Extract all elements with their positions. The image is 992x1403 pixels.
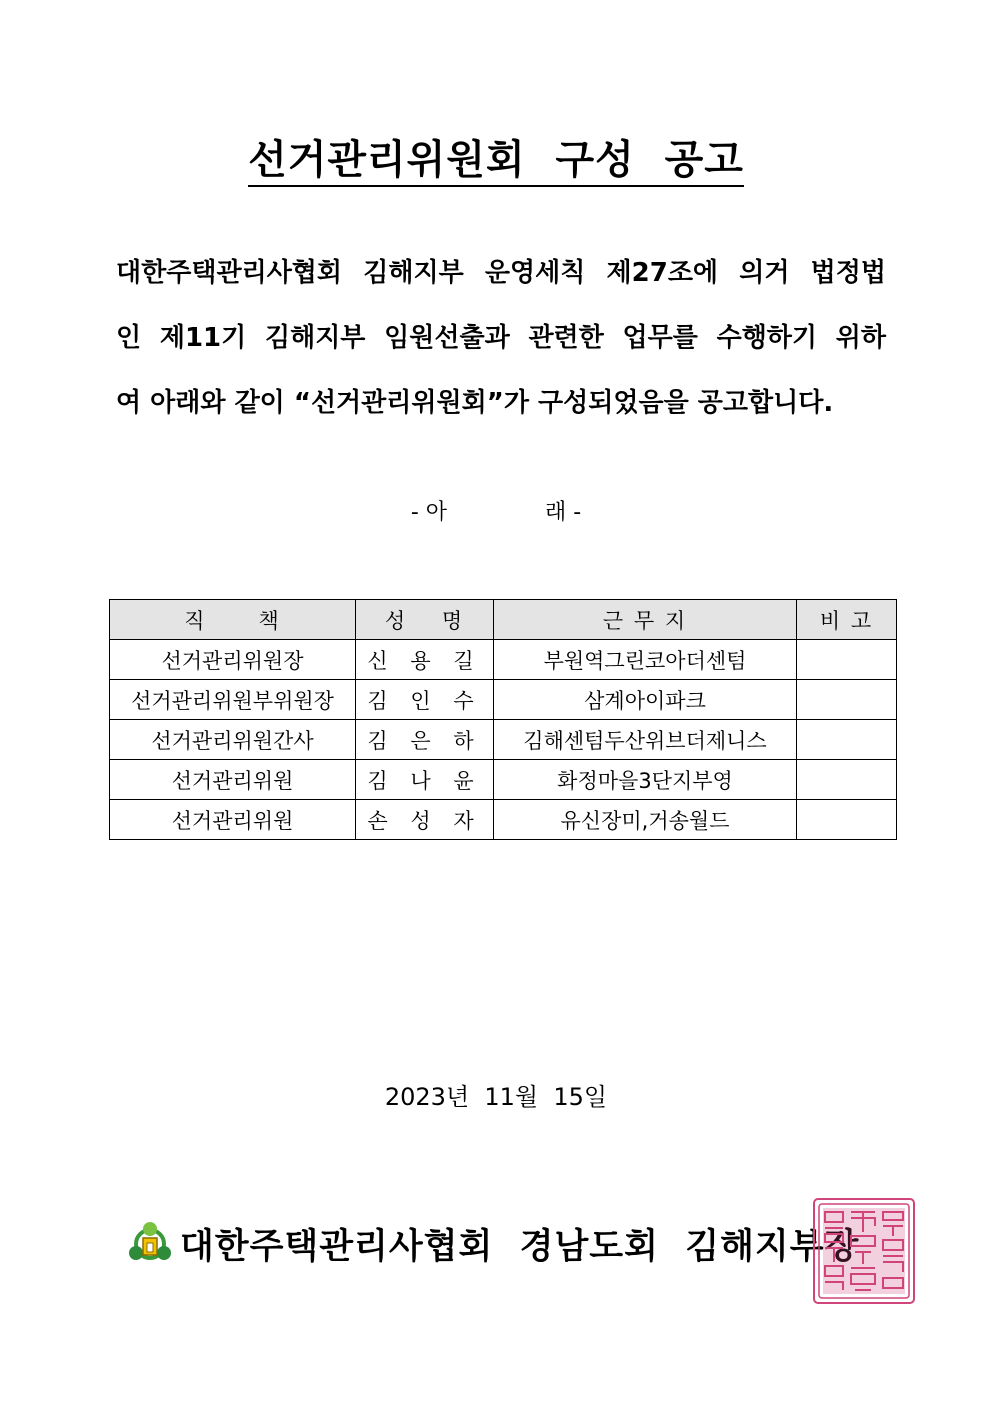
signature-block: [126, 1218, 859, 1270]
cell-position: 선거관리위원: [110, 760, 356, 800]
table-row: [110, 640, 897, 680]
cell-position: 선거관리위원장: [110, 640, 356, 680]
cell-workplace: 유신장미,거송월드: [494, 800, 797, 840]
header-position: 직 책: [110, 600, 356, 640]
table-header-row: [110, 600, 897, 640]
cell-name: 김 은 하: [356, 720, 494, 760]
body-line-1: 대한주택관리사협회 김해지부 운영세칙 제27조에 의거 법정법: [116, 258, 886, 288]
official-seal-icon: [811, 1196, 917, 1306]
association-logo-icon: [126, 1220, 174, 1268]
header-workplace: 근 무 지: [494, 600, 797, 640]
cell-name: 신 용 길: [356, 640, 494, 680]
notice-date: 2023년 11월 15일: [384, 1083, 608, 1111]
cell-note: [797, 680, 897, 720]
cell-position: 선거관리위원부위원장: [110, 680, 356, 720]
cell-workplace: 김해센텀두산위브더제니스: [494, 720, 797, 760]
document-title: [0, 128, 992, 185]
cell-note: [797, 640, 897, 680]
header-note: 비 고: [797, 600, 897, 640]
cell-position: 선거관리위원: [110, 800, 356, 840]
cell-name: 손 성 자: [356, 800, 494, 840]
table-row: [110, 720, 897, 760]
body-line-2: 인 제11기 김해지부 임원선출과 관련한 업무를 수행하기 위하: [116, 323, 886, 353]
header-name: 성 명: [356, 600, 494, 640]
section-marker: - 아 래 -: [410, 500, 582, 525]
organization-name: 대한주택관리사협회 경남도회 김해지부장: [180, 1227, 860, 1267]
document-title-text: 선거관리위원회 구성 공고: [248, 137, 744, 187]
cell-position: 선거관리위원간사: [110, 720, 356, 760]
cell-name: 김 나 윤: [356, 760, 494, 800]
table-row: [110, 800, 897, 840]
table-row: [110, 760, 897, 800]
cell-note: [797, 720, 897, 760]
body-line-3: 여 아래와 같이 “선거관리위원회”가 구성되었음을 공고합니다.: [116, 388, 834, 418]
cell-workplace: 부원역그린코아더센텀: [494, 640, 797, 680]
committee-table: [109, 599, 897, 840]
cell-note: [797, 800, 897, 840]
cell-name: 김 인 수: [356, 680, 494, 720]
cell-note: [797, 760, 897, 800]
cell-workplace: 삼계아이파크: [494, 680, 797, 720]
table-row: [110, 680, 897, 720]
cell-workplace: 화정마을3단지부영: [494, 760, 797, 800]
